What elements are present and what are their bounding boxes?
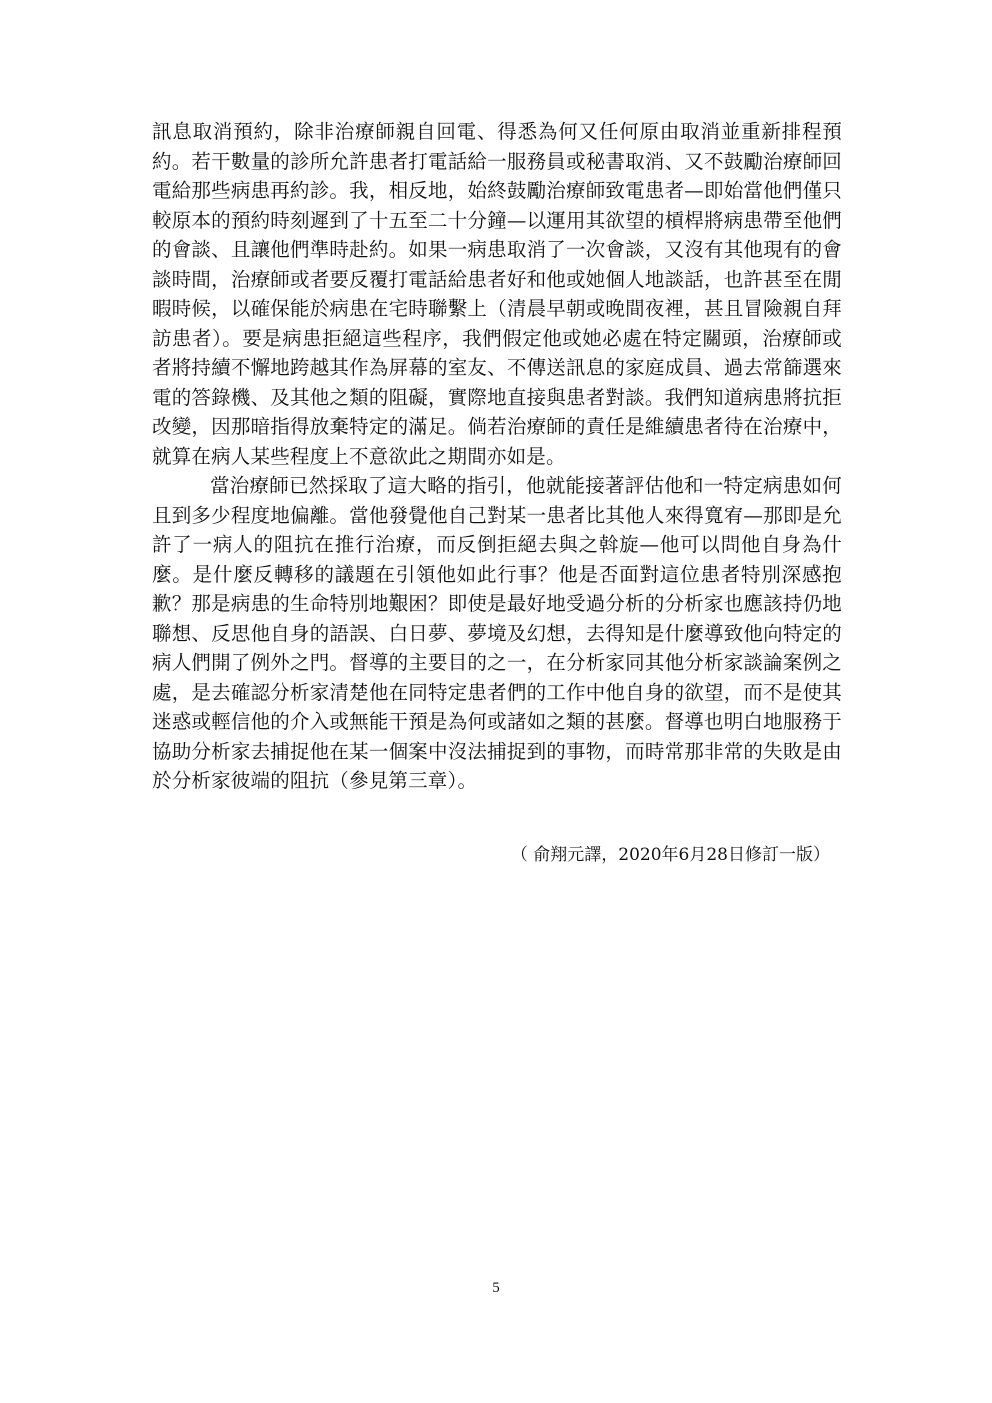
translator-signature: （ 俞翔元譯，2020年6月28日修訂一版）: [510, 845, 830, 865]
page-number: 5: [492, 1280, 500, 1296]
paragraph-2: 當治療師已然採取了這大略的指引，他就能接著評估他和一特定病患如何且到多少程度地偏離。當他發覺他自己對某一患者比其他人來得寬宥—那即是允許了一病人的阻抗在推行治療，而反倒拒絕去與之斡旋—他可以問他自身為什麼。是什麼反轉移的議題在引領他如此行事？他是否面對這位患者特別深感抱歉？那是病患的生命特別地艱困？即使是最好地受過分析的分析家也應該持仍地聯想、反思他自身的語誤、白日夢、夢境及幻想，去得知是什麼導致他向特定的病人們開了例外之門。督導的主要目的之一，在分析家同其他分析家談論案例之處，是去確認分析家清楚他在同特定患者們的工作中他自身的欲望，而不是使其迷惑或輕信他的介入或無能干預是為何或諸如之類的甚麼。督導也明白地服務于協助分析家去捕捉他在某一個案中沒法捕捉到的事物，而時常那非常的失敗是由於分析家彼端的阻抗（參見第三章）。: [152, 474, 842, 792]
paragraph-1: 訊息取消預約，除非治療師親自回電、得悉為何又任何原由取消並重新排程預約。若干數量的診所允許患者打電話給一服務員或秘書取消、又不鼓勵治療師回電給那些病患再約診。我，相反地，始終鼓勵治療師致電患者—即始當他們僅只較原本的預約時刻遲到了十五至二十分鐘—以運用其欲望的槓桿將病患帶至他們的會談、且讓他們準時赴約。如果一病患取消了一次會談，又沒有其他現有的會談時間，治療師或者要反覆打電話給患者好和他或她個人地談話，也許甚至在閒暇時候，以確保能於病患在宅時聯繫上（清晨早朝或晚間夜裡，甚且冒險親自拜訪患者）。要是病患拒絕這些程序，我們假定他或她必處在特定關頭，治療師或者將持續不懈地跨越其作為屏幕的室友、不傳送訊息的家庭成員、過去常篩選來電的答錄機、及其他之類的阻礙，實際地直接與患者對談。我們知道病患將抗拒改變，因那暗指得放棄特定的滿足。倘若治療師的責任是維續患者待在治療中，就算在病人某些程度上不意欲此之期間亦如是。: [152, 120, 842, 468]
body-text: [152, 117, 842, 796]
